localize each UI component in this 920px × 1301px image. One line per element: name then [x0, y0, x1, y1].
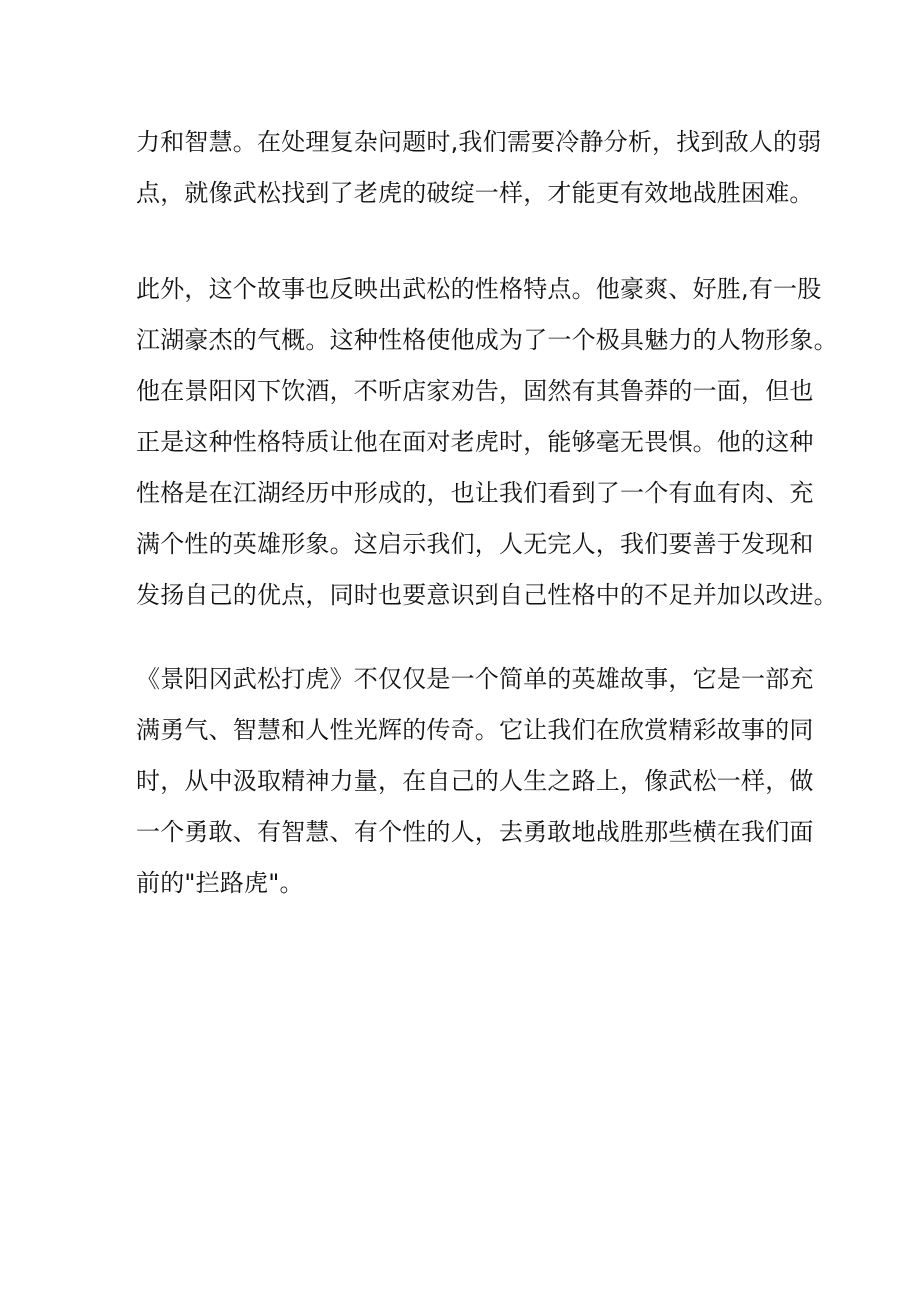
- text-line: 性格是在江湖经历中形成的，也让我们看到了一个有血有肉、充: [136, 479, 814, 507]
- text-line: 满个性的英雄形象。这启示我们，人无完人，我们要善于发现和: [136, 530, 814, 558]
- text-line: 前的"拦路虎"。: [136, 869, 304, 897]
- paragraph-wisdom: [136, 117, 822, 219]
- text-line: 点，就像武松找到了老虎的破绽一样，才能更有效地战胜困难。: [136, 179, 814, 207]
- paragraph-character: [136, 264, 838, 621]
- text-line: 满勇气、智慧和人性光辉的传奇。它让我们在欣赏精彩故事的同: [136, 716, 814, 744]
- text-line: 他在景阳冈下饮酒，不听店家劝告，固然有其鲁莽的一面，但也: [136, 377, 814, 405]
- paragraph-conclusion: [136, 654, 816, 909]
- text-line: 江湖豪杰的气概。这种性格使他成为了一个极具魅力的人物形象。: [136, 326, 838, 354]
- text-line: 时，从中汲取精神力量，在自己的人生之路上，像武松一样，做: [136, 767, 814, 795]
- text-line: 发扬自己的优点，同时也要意识到自己性格中的不足并加以改进。: [136, 581, 838, 609]
- text-line: 力和智慧。在处理复杂问题时,我们需要冷静分析，找到敌人的弱: [136, 128, 822, 156]
- text-line: 《景阳冈武松打虎》不仅仅是一个简单的英雄故事，它是一部充: [136, 665, 814, 693]
- text-line: 此外，这个故事也反映出武松的性格特点。他豪爽、好胜,有一股: [136, 275, 822, 303]
- text-line: 正是这种性格特质让他在面对老虎时，能够毫无畏惧。他的这种: [136, 428, 814, 456]
- text-line: 一个勇敢、有智慧、有个性的人，去勇敢地战胜那些横在我们面: [136, 818, 814, 846]
